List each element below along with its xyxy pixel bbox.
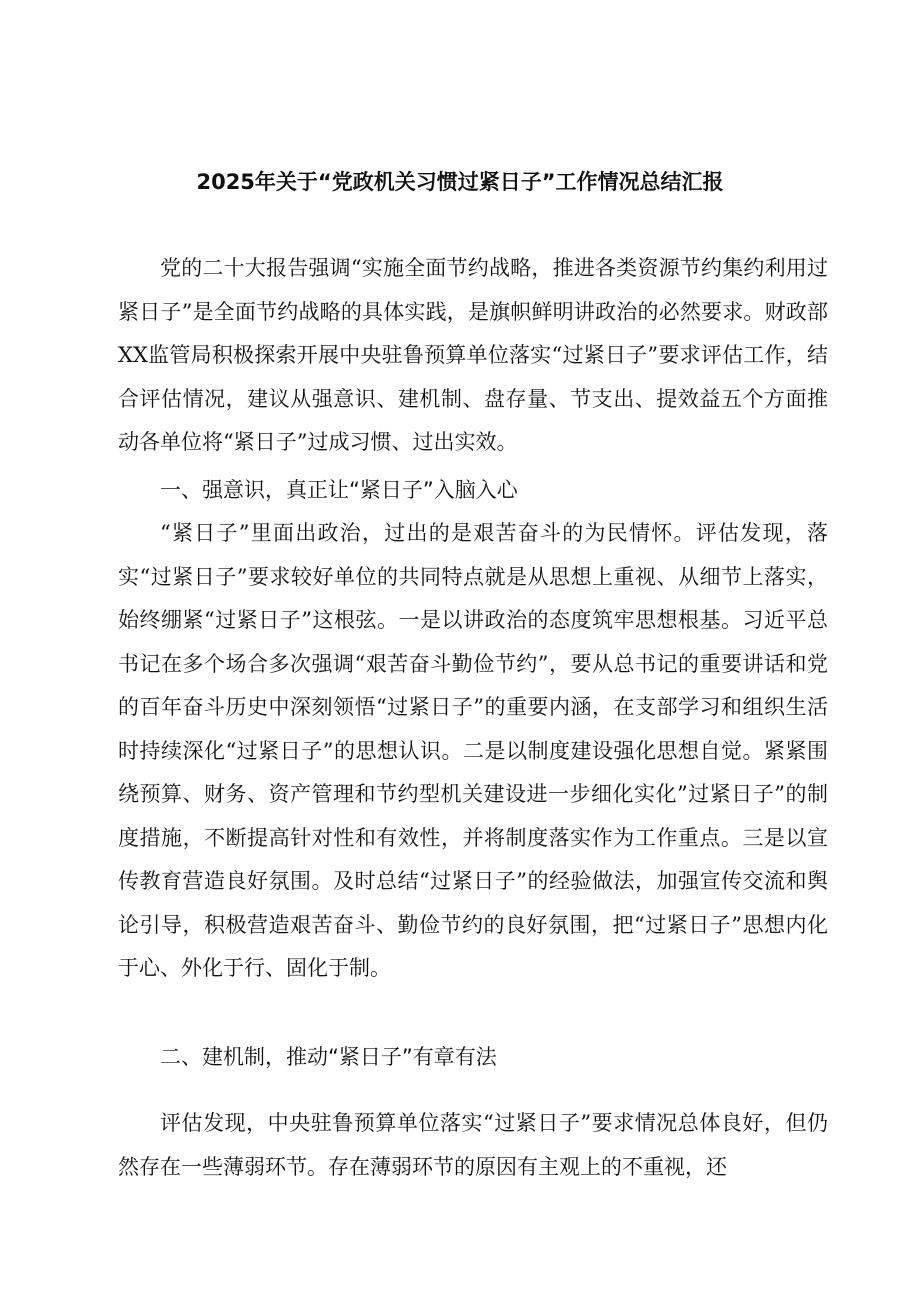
section-heading-2: 二、建机制，推动“紧日子”有章有法 bbox=[160, 1045, 497, 1069]
body-paragraph-3: 评估发现，中央驻鲁预算单位落实“过紧日子”要求情况总体良好，但仍然存在一些薄弱环节。存在薄弱环节的原因有主观上的不重视，还 bbox=[118, 1111, 828, 1179]
document-title: 2025年关于“党政机关习惯过紧日子”工作情况总结汇报 bbox=[196, 170, 724, 194]
body-paragraph-1: 党的二十大报告强调“实施全面节约战略，推进各类资源节约集约利用过紧日子”是全面节约战略的具体实践，是旗帜鲜明讲政治的必然要求。财政部XX监管局积极探索开展中央驻鲁预算单位落实“过紧日子”要求评估工作，结合评估情况，建议从强意识、建机制、盘存量、节支出、提效益五个方面推动各单位将“紧日子”过成习惯、过出实效。 bbox=[118, 256, 828, 454]
section-heading-1: 一、强意识，真正让“紧日子”入脑入心 bbox=[160, 478, 518, 502]
body-paragraph-2: “紧日子”里面出政治，过出的是艰苦奋斗的为民情怀。评估发现，落实“过紧日子”要求较好单位的共同特点就是从思想上重视、从细节上落实，始终绷紧“过紧日子”这根弦。一是以讲政治的态度筑牢思想根基。习近平总书记在多个场合多次强调“艰苦奋斗勤俭节约”，要从总书记的重要讲话和党的百年奋斗历史中深刻领悟“过紧日子”的重要内涵，在支部学习和组织生活时持续深化“过紧日子”的思想认识。二是以制度建设强化思想自觉。紧紧围绕预算、财务、资产管理和节约型机关建设进一步细化实化”过紧日子”的制度措施，不断提高针对性和有效性，并将制度落实作为工作重点。三是以宣传教育营造良好氛围。及时总结“过紧日子”的经验做法，加强宣传交流和舆论引导，积极营造艰苦奋斗、勤俭节约的良好氛围，把“过紧日子”思想内化于心、外化于行、固化于制。 bbox=[118, 521, 828, 980]
